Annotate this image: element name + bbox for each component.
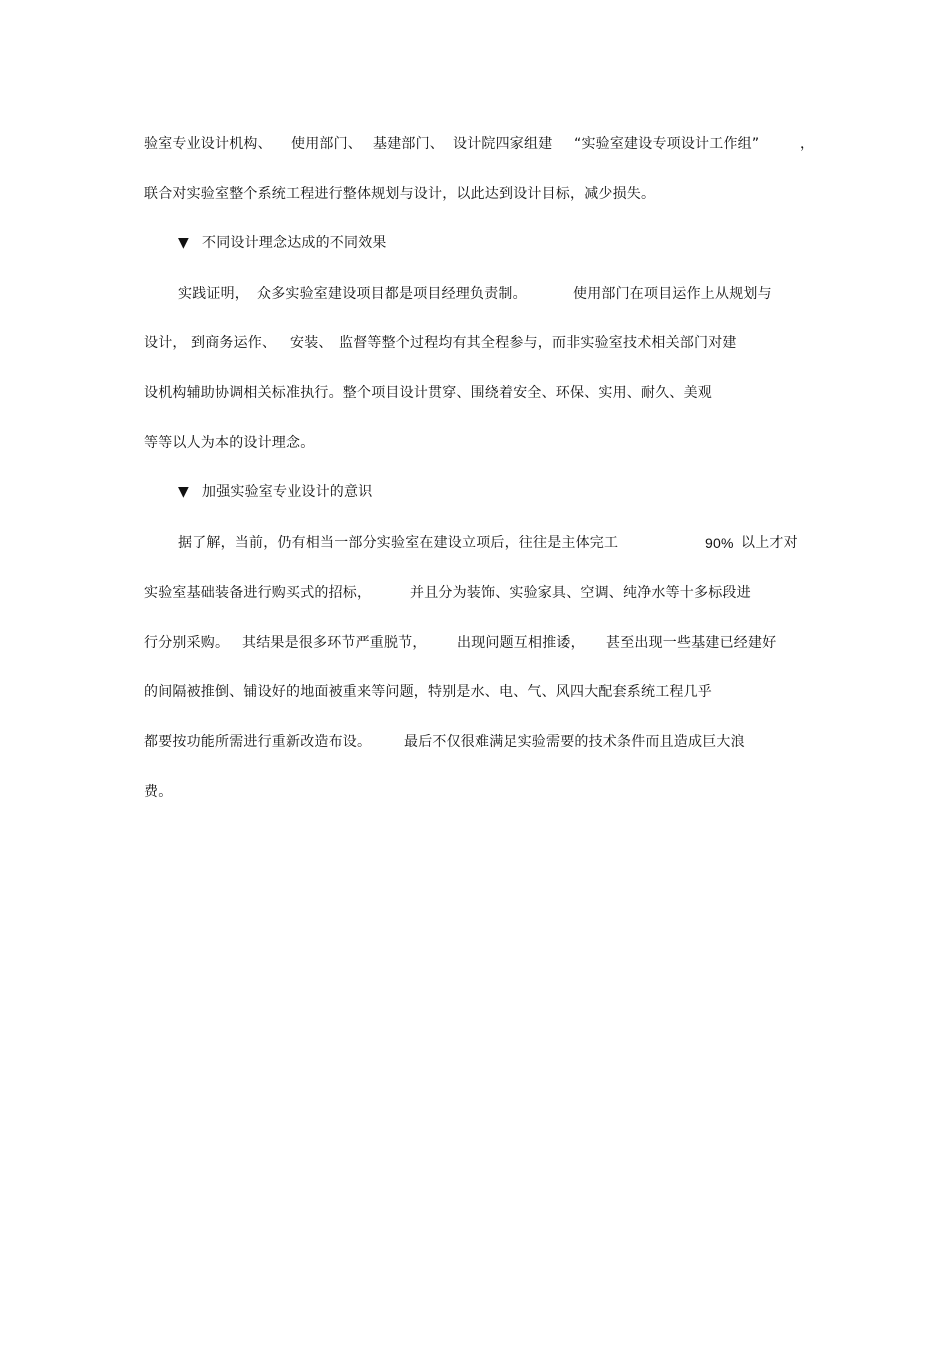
text-segment: 甚至出现一些基建已经建好: [606, 635, 777, 651]
triangle-bullet-icon: ▼: [178, 484, 189, 500]
text-segment: 以上才对: [741, 535, 798, 551]
text-segment: 费。: [144, 784, 173, 800]
heading-text: 不同设计理念达成的不同效果: [202, 235, 387, 251]
text-line: [144, 433, 315, 493]
text-segment: ，: [800, 136, 815, 152]
text-segment: 实践证明，: [178, 286, 249, 302]
heading-text: 加强实验室专业设计的意识: [202, 484, 373, 500]
text-segment: 设机构辅助协调相关标准执行。整个项目设计贯穿、围绕着安全、环保、实用、耐久、美观: [144, 385, 712, 401]
text-segment: 的间隔被推倒、铺设好的地面被重来等问题，特别是水、电、气、风四大配套系统工程几乎: [144, 684, 712, 700]
text-segment: 使用部门、: [291, 136, 362, 152]
text-line: [144, 782, 173, 842]
text-segment: 都要按功能所需进行重新改造布设。: [144, 734, 372, 750]
text-segment: 设计院四家组建: [453, 136, 553, 152]
percentage-value: 90%: [705, 535, 734, 551]
text-segment: 监督等整个过程均有其全程参与，而非实验室技术相关部门对建: [339, 335, 737, 351]
text-segment: 众多实验室建设项目都是项目经理负责制。: [257, 286, 527, 302]
text-segment: 设计，: [144, 335, 187, 351]
text-segment: 安装、: [290, 335, 333, 351]
text-segment: 验室专业设计机构、: [144, 136, 272, 152]
text-segment: 最后不仅很难满足实验需要的技术条件而且造成巨大浪: [404, 734, 745, 750]
triangle-bullet-icon: ▼: [178, 235, 189, 251]
text-segment: 据了解，当前，仍有相当一部分实验室在建设立项后，往往是主体完工: [178, 535, 619, 551]
text-segment: 基建部门、: [373, 136, 444, 152]
text-segment: 其结果是很多环节严重脱节，: [242, 635, 427, 651]
text-segment: 实验室基础装备进行购买式的招标，: [144, 585, 372, 601]
text-segment: 使用部门在项目运作上从规划与: [573, 286, 772, 302]
text-segment: 等等以人为本的设计理念。: [144, 435, 315, 451]
text-segment: 并且分为装饰、实验家具、空调、纯净水等十多标段进: [410, 585, 751, 601]
text-segment: 行分别采购。: [144, 635, 230, 651]
text-segment: 联合对实验室整个系统工程进行整体规划与设计，以此达到设计目标，减少损失。: [144, 186, 656, 202]
text-segment: 出现问题互相推诿，: [457, 635, 585, 651]
text-segment: 到商务运作、: [191, 335, 277, 351]
text-segment: “实验室建设专项设计工作组”: [574, 136, 760, 152]
